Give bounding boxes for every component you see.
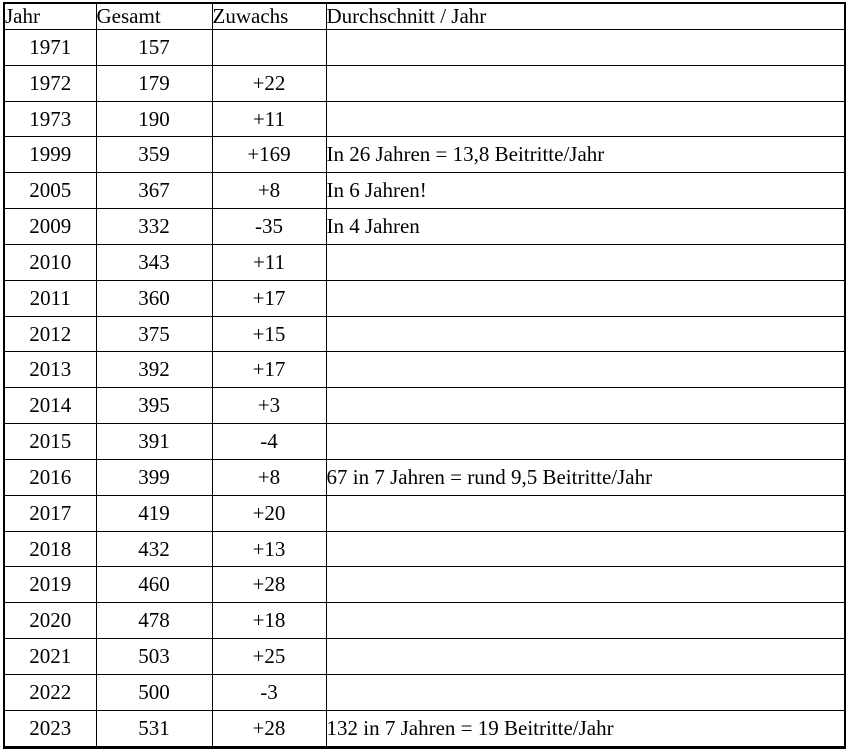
- cell-durchschnitt: [326, 495, 845, 531]
- table-row: [4, 65, 845, 101]
- cell-gesamt: 359: [96, 137, 212, 173]
- cell-jahr: 2010: [4, 244, 96, 280]
- table-body: [4, 30, 845, 748]
- cell-zuwachs: +8: [212, 173, 326, 209]
- cell-jahr: 2009: [4, 209, 96, 245]
- cell-zuwachs: +17: [212, 352, 326, 388]
- cell-gesamt: 332: [96, 209, 212, 245]
- cell-durchschnitt: [326, 639, 845, 675]
- table-row: [4, 30, 845, 66]
- cell-gesamt: 190: [96, 101, 212, 137]
- cell-gesamt: 375: [96, 316, 212, 352]
- cell-gesamt: 343: [96, 244, 212, 280]
- cell-gesamt: 179: [96, 65, 212, 101]
- cell-durchschnitt: [326, 531, 845, 567]
- cell-jahr: 2017: [4, 495, 96, 531]
- cell-jahr: 2011: [4, 280, 96, 316]
- cell-jahr: 2005: [4, 173, 96, 209]
- cell-durchschnitt: In 6 Jahren!: [326, 173, 845, 209]
- cell-jahr: 2022: [4, 674, 96, 710]
- cell-durchschnitt: [326, 316, 845, 352]
- cell-zuwachs: +169: [212, 137, 326, 173]
- cell-zuwachs: +25: [212, 639, 326, 675]
- table-row: [4, 280, 845, 316]
- cell-durchschnitt: [326, 424, 845, 460]
- cell-jahr: 2018: [4, 531, 96, 567]
- column-header-jahr: Jahr: [4, 3, 96, 30]
- cell-zuwachs: +11: [212, 101, 326, 137]
- cell-gesamt: 531: [96, 710, 212, 747]
- cell-zuwachs: [212, 30, 326, 66]
- table-row: [4, 710, 845, 747]
- cell-jahr: 2016: [4, 459, 96, 495]
- cell-gesamt: 503: [96, 639, 212, 675]
- column-header-durchschnitt: Durchschnitt / Jahr: [326, 3, 845, 30]
- cell-durchschnitt: [326, 65, 845, 101]
- cell-zuwachs: +28: [212, 567, 326, 603]
- cell-gesamt: 419: [96, 495, 212, 531]
- cell-gesamt: 460: [96, 567, 212, 603]
- cell-durchschnitt: [326, 244, 845, 280]
- table-row: [4, 352, 845, 388]
- cell-durchschnitt: 132 in 7 Jahren = 19 Beitritte/Jahr: [326, 710, 845, 747]
- cell-durchschnitt: [326, 101, 845, 137]
- cell-zuwachs: +13: [212, 531, 326, 567]
- cell-jahr: 2023: [4, 710, 96, 747]
- cell-jahr: 1972: [4, 65, 96, 101]
- table-row: [4, 173, 845, 209]
- cell-zuwachs: +28: [212, 710, 326, 747]
- cell-durchschnitt: [326, 603, 845, 639]
- cell-jahr: 2012: [4, 316, 96, 352]
- table-row: [4, 101, 845, 137]
- cell-zuwachs: +3: [212, 388, 326, 424]
- cell-gesamt: 360: [96, 280, 212, 316]
- cell-zuwachs: +15: [212, 316, 326, 352]
- cell-durchschnitt: 67 in 7 Jahren = rund 9,5 Beitritte/Jahr: [326, 459, 845, 495]
- cell-jahr: 2019: [4, 567, 96, 603]
- column-header-gesamt: Gesamt: [96, 3, 212, 30]
- cell-durchschnitt: [326, 388, 845, 424]
- cell-durchschnitt: [326, 567, 845, 603]
- table-row: [4, 639, 845, 675]
- cell-jahr: 2020: [4, 603, 96, 639]
- table-row: [4, 137, 845, 173]
- cell-jahr: 2014: [4, 388, 96, 424]
- table-row: [4, 316, 845, 352]
- cell-durchschnitt: [326, 30, 845, 66]
- cell-durchschnitt: In 26 Jahren = 13,8 Beitritte/Jahr: [326, 137, 845, 173]
- cell-zuwachs: -4: [212, 424, 326, 460]
- cell-durchschnitt: [326, 280, 845, 316]
- cell-gesamt: 157: [96, 30, 212, 66]
- membership-stats-table: [3, 2, 846, 749]
- table-row: [4, 459, 845, 495]
- cell-zuwachs: +20: [212, 495, 326, 531]
- cell-zuwachs: +11: [212, 244, 326, 280]
- cell-jahr: 1973: [4, 101, 96, 137]
- header-row: [4, 3, 845, 30]
- cell-durchschnitt: In 4 Jahren: [326, 209, 845, 245]
- table-row: [4, 567, 845, 603]
- cell-jahr: 2013: [4, 352, 96, 388]
- cell-gesamt: 399: [96, 459, 212, 495]
- table-row: [4, 244, 845, 280]
- cell-zuwachs: -3: [212, 674, 326, 710]
- cell-gesamt: 392: [96, 352, 212, 388]
- cell-jahr: 2015: [4, 424, 96, 460]
- cell-gesamt: 478: [96, 603, 212, 639]
- cell-zuwachs: +22: [212, 65, 326, 101]
- cell-jahr: 1999: [4, 137, 96, 173]
- column-header-zuwachs: Zuwachs: [212, 3, 326, 30]
- cell-jahr: 1971: [4, 30, 96, 66]
- table-row: [4, 531, 845, 567]
- table-row: [4, 603, 845, 639]
- table-row: [4, 388, 845, 424]
- cell-zuwachs: +18: [212, 603, 326, 639]
- cell-zuwachs: +17: [212, 280, 326, 316]
- table-row: [4, 209, 845, 245]
- table-row: [4, 424, 845, 460]
- table-row: [4, 495, 845, 531]
- table-row: [4, 674, 845, 710]
- cell-gesamt: 395: [96, 388, 212, 424]
- cell-durchschnitt: [326, 352, 845, 388]
- cell-jahr: 2021: [4, 639, 96, 675]
- cell-gesamt: 500: [96, 674, 212, 710]
- cell-durchschnitt: [326, 674, 845, 710]
- cell-gesamt: 391: [96, 424, 212, 460]
- cell-zuwachs: -35: [212, 209, 326, 245]
- cell-gesamt: 432: [96, 531, 212, 567]
- cell-zuwachs: +8: [212, 459, 326, 495]
- cell-gesamt: 367: [96, 173, 212, 209]
